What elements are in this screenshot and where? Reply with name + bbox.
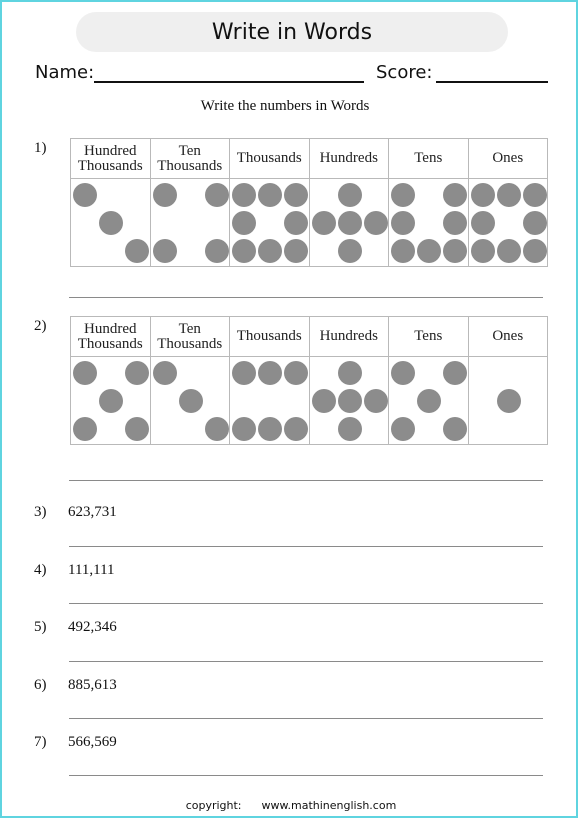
counter-dot [391, 183, 415, 207]
counter-dot [284, 417, 308, 441]
counter-dot [443, 211, 467, 235]
copyright-label: copyright: [185, 799, 242, 812]
counter-dot [338, 183, 362, 207]
counter-dot [523, 239, 547, 263]
name-field[interactable] [94, 81, 364, 83]
dot-cell [389, 179, 469, 267]
counter-dot [391, 239, 415, 263]
header-thousands: Thousands [230, 317, 310, 357]
problem-5-number: 5) [34, 619, 47, 635]
dot-cell [150, 179, 230, 267]
instructions: Write the numbers in Words [200, 98, 370, 114]
answer-line-6[interactable] [69, 718, 543, 719]
header-hundreds: Hundreds [309, 139, 389, 179]
header-hundred-thousands: Hundred Thousands [71, 139, 151, 179]
dot-cell [309, 357, 389, 445]
problem-7-number: 7) [34, 734, 47, 750]
counter-dot [417, 239, 441, 263]
counter-dot [205, 239, 229, 263]
counter-dot [391, 417, 415, 441]
counter-dot [258, 239, 282, 263]
problem-4-value: 111,111 [68, 562, 115, 578]
dot-cell [150, 357, 230, 445]
counter-dot [471, 211, 495, 235]
counter-dot [232, 417, 256, 441]
counter-dot [284, 183, 308, 207]
counter-dot [125, 417, 149, 441]
counter-dot [312, 211, 336, 235]
counter-dot [125, 239, 149, 263]
problem-4-number: 4) [34, 562, 47, 578]
header-tens: Tens [389, 139, 469, 179]
header-ten-thousands: Ten Thousands [150, 139, 230, 179]
site-url: www.mathinenglish.com [261, 799, 397, 812]
counter-dot [338, 239, 362, 263]
header-ten-thousands: Ten Thousands [150, 317, 230, 357]
counter-dot [258, 417, 282, 441]
problem-2-number: 2) [34, 318, 47, 334]
counter-dot [153, 361, 177, 385]
counter-dot [179, 389, 203, 413]
place-value-table-1 [70, 138, 548, 267]
counter-dot [153, 183, 177, 207]
problem-3-value: 623,731 [68, 504, 117, 520]
counter-dot [497, 239, 521, 263]
counter-dot [391, 361, 415, 385]
counter-dot [338, 417, 362, 441]
counter-dot [284, 361, 308, 385]
problem-1-number: 1) [34, 140, 47, 156]
counter-dot [284, 211, 308, 235]
problem-6-number: 6) [34, 677, 47, 693]
dot-cell [71, 357, 151, 445]
counter-dot [258, 361, 282, 385]
counter-dot [417, 389, 441, 413]
dot-cell [230, 357, 310, 445]
header-thousands: Thousands [230, 139, 310, 179]
dot-cell [468, 357, 548, 445]
dot-cell [389, 357, 469, 445]
header-hundred-thousands: Hundred Thousands [71, 317, 151, 357]
counter-dot [391, 211, 415, 235]
counter-dot [497, 183, 521, 207]
dot-cell [468, 179, 548, 267]
name-label: Name: [35, 62, 95, 83]
counter-dot [523, 211, 547, 235]
counter-dot [73, 361, 97, 385]
counter-dot [232, 239, 256, 263]
counter-dot [258, 183, 282, 207]
counter-dot [73, 417, 97, 441]
problem-7-value: 566,569 [68, 734, 117, 750]
counter-dot [232, 183, 256, 207]
counter-dot [443, 361, 467, 385]
counter-dot [523, 183, 547, 207]
dot-cell [309, 179, 389, 267]
counter-dot [99, 211, 123, 235]
counter-dot [232, 211, 256, 235]
header-hundreds: Hundreds [309, 317, 389, 357]
counter-dot [284, 239, 308, 263]
answer-line-1[interactable] [69, 297, 543, 298]
counter-dot [338, 211, 362, 235]
footer [2, 799, 578, 812]
counter-dot [99, 389, 123, 413]
problem-3-number: 3) [34, 504, 47, 520]
counter-dot [364, 211, 388, 235]
counter-dot [73, 183, 97, 207]
counter-dot [443, 417, 467, 441]
score-field[interactable] [436, 81, 548, 83]
score-label: Score: [376, 62, 433, 83]
answer-line-2[interactable] [69, 480, 543, 481]
counter-dot [338, 361, 362, 385]
problem-6-value: 885,613 [68, 677, 117, 693]
counter-dot [153, 239, 177, 263]
counter-dot [443, 239, 467, 263]
counter-dot [232, 361, 256, 385]
dot-cell [71, 179, 151, 267]
answer-line-5[interactable] [69, 661, 543, 662]
counter-dot [471, 183, 495, 207]
header-ones: Ones [468, 139, 548, 179]
counter-dot [364, 389, 388, 413]
answer-line-7[interactable] [69, 775, 543, 776]
counter-dot [125, 361, 149, 385]
answer-line-3[interactable] [69, 546, 543, 547]
answer-line-4[interactable] [69, 603, 543, 604]
counter-dot [205, 417, 229, 441]
place-value-table-2 [70, 316, 548, 445]
problem-5-value: 492,346 [68, 619, 117, 635]
counter-dot [497, 389, 521, 413]
counter-dot [443, 183, 467, 207]
dot-cell [230, 179, 310, 267]
header-ones: Ones [468, 317, 548, 357]
header-tens: Tens [389, 317, 469, 357]
page-title: Write in Words [76, 12, 508, 52]
counter-dot [312, 389, 336, 413]
counter-dot [205, 183, 229, 207]
counter-dot [471, 239, 495, 263]
counter-dot [338, 389, 362, 413]
